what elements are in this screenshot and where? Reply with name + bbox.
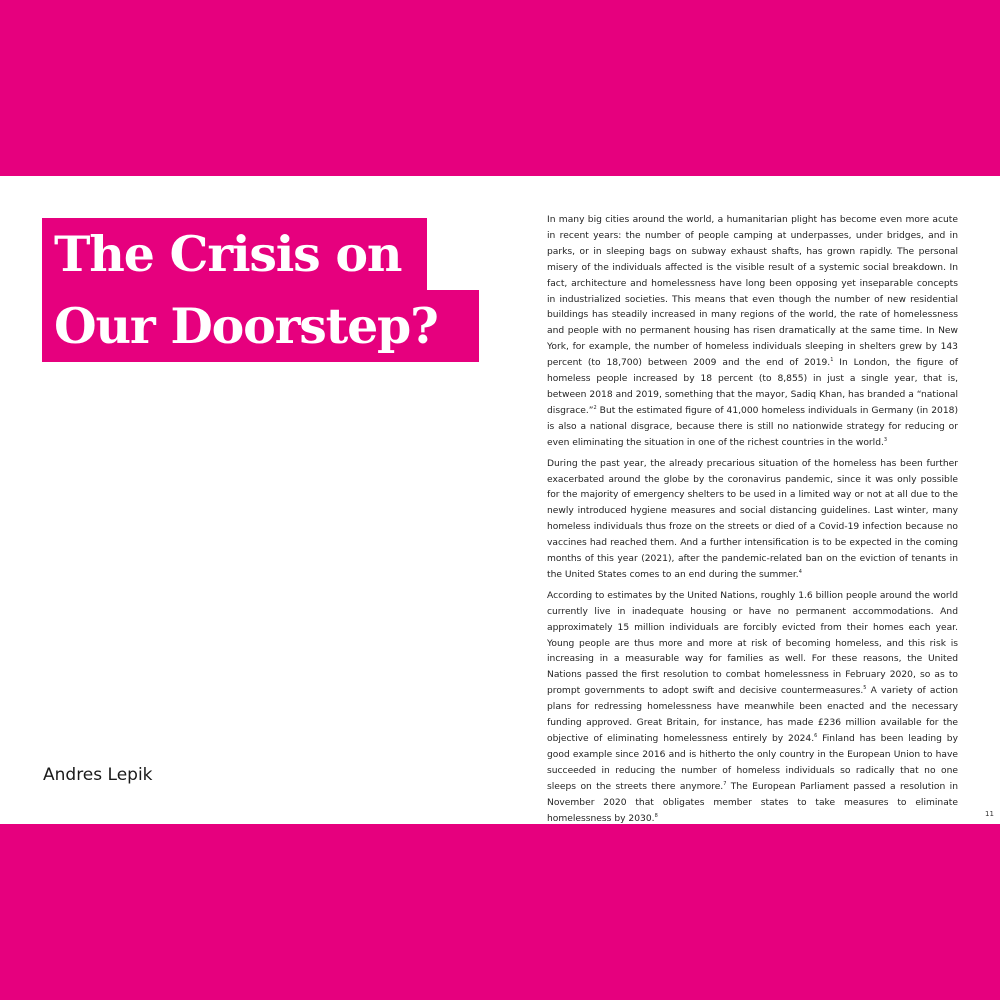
paragraph-text: Finland has been leading by good example since 2016 and is hitherto the only country in the European Union to have succeeded in reducing the number of homeless individuals so radically that no one sleeps on the streets there anymore. xyxy=(547,734,958,792)
body-paragraph xyxy=(547,213,958,452)
paragraph-text: The European Parliament passed a resolution in November 2020 that obligates member states to take measures to eliminate homelessness by 2030. xyxy=(547,781,958,824)
paragraph-text: But the estimated figure of 41,000 homeless individuals in Germany (in 2018) is also a national disgrace, because there is still no nationwide strategy for reducing or even eliminating the situation in one of the richest countries in the world. xyxy=(547,405,958,448)
author-name: Andres Lepik xyxy=(43,765,153,785)
paragraph-text: According to estimates by the United Nations, roughly 1.6 billion people around the world currently live in inadequate housing or have no permanent accommodations. And approximately 15 million individuals are forcibly evicted from their homes each year. Young people are thus more and more at risk of becoming homeless, and this risk is increasing in a measurable way for families as well. For these reasons, the United Nations passed the first resolution to combat homelessness in February 2020, so as to prompt governments to adopt swift and decisive countermeasures. xyxy=(547,590,958,697)
body-text-column xyxy=(547,213,958,832)
footnote-marker: 8 xyxy=(654,812,658,819)
paragraph-text: A variety of action plans for redressing homelessness have meanwhile been enacted and the necessary funding approved. Great Britain, for instance, has made £236 million available for the objective of eliminating homelessness entirely by 2024. xyxy=(547,686,958,744)
footnote-marker: 1 xyxy=(830,357,834,364)
paragraph-text: In many big cities around the world, a humanitarian plight has become even more acute in recent years: the number of people camping at underpasses, under bridges, and in parks, or in sleeping bags on subway exhaust shafts, has grown rapidly. The personal misery of the individuals affected is the visible result of a systemic social breakdown. In fact, architecture and homelessness have long been opposing yet inseparable concepts in industrialized societies. This means that even though the number of new residential buildings has steadily increased in many regions of the world, the rate of homelessness and people with no permanent housing has risen dramatically at the same time. In New York, for example, the number of homeless individuals sleeping in shelters grew by 143 percent (to 18,700) between 2009 and the end of 2019. xyxy=(547,215,958,369)
bottom-color-band xyxy=(0,824,1000,1000)
footnote-marker: 3 xyxy=(883,436,888,443)
body-paragraph xyxy=(547,457,958,584)
top-color-band xyxy=(0,0,1000,176)
body-paragraph xyxy=(547,589,958,828)
paragraph-text: During the past year, the already precarious situation of the homeless has been further exacerbated around the globe by the coronavirus pandemic, since it was only possible for the majority of emergency shelters to be used in a limited way or not at all due to the newly introduced hygiene measures and social distancing guidelines. Last winter, many homeless individuals thus froze on the streets or died of a Covid-19 infection because no vaccines had reached them. And a further intensification is to be expected in the coming months of this year (2021), after the pandemic-related ban on the eviction of tenants in the United States comes to an end during the summer. xyxy=(547,458,958,580)
footnote-marker: 7 xyxy=(723,780,727,787)
footnote-marker: 6 xyxy=(814,733,818,739)
title-line-1: The Crisis on xyxy=(42,218,427,290)
footnote-marker: 5 xyxy=(863,685,867,692)
paragraph-text: In London, the figure of homeless people increased by 18 percent (to 8,855) in just a single year, that is, between 2018 and 2019, something that the mayor, Sadiq Khan, has branded a “national disgrace.” xyxy=(547,358,958,416)
footnote-marker: 2 xyxy=(593,404,597,411)
footnote-marker: 4 xyxy=(798,568,802,575)
page-number: 11 xyxy=(985,810,994,818)
title-line-2: Our Doorstep? xyxy=(42,290,479,362)
